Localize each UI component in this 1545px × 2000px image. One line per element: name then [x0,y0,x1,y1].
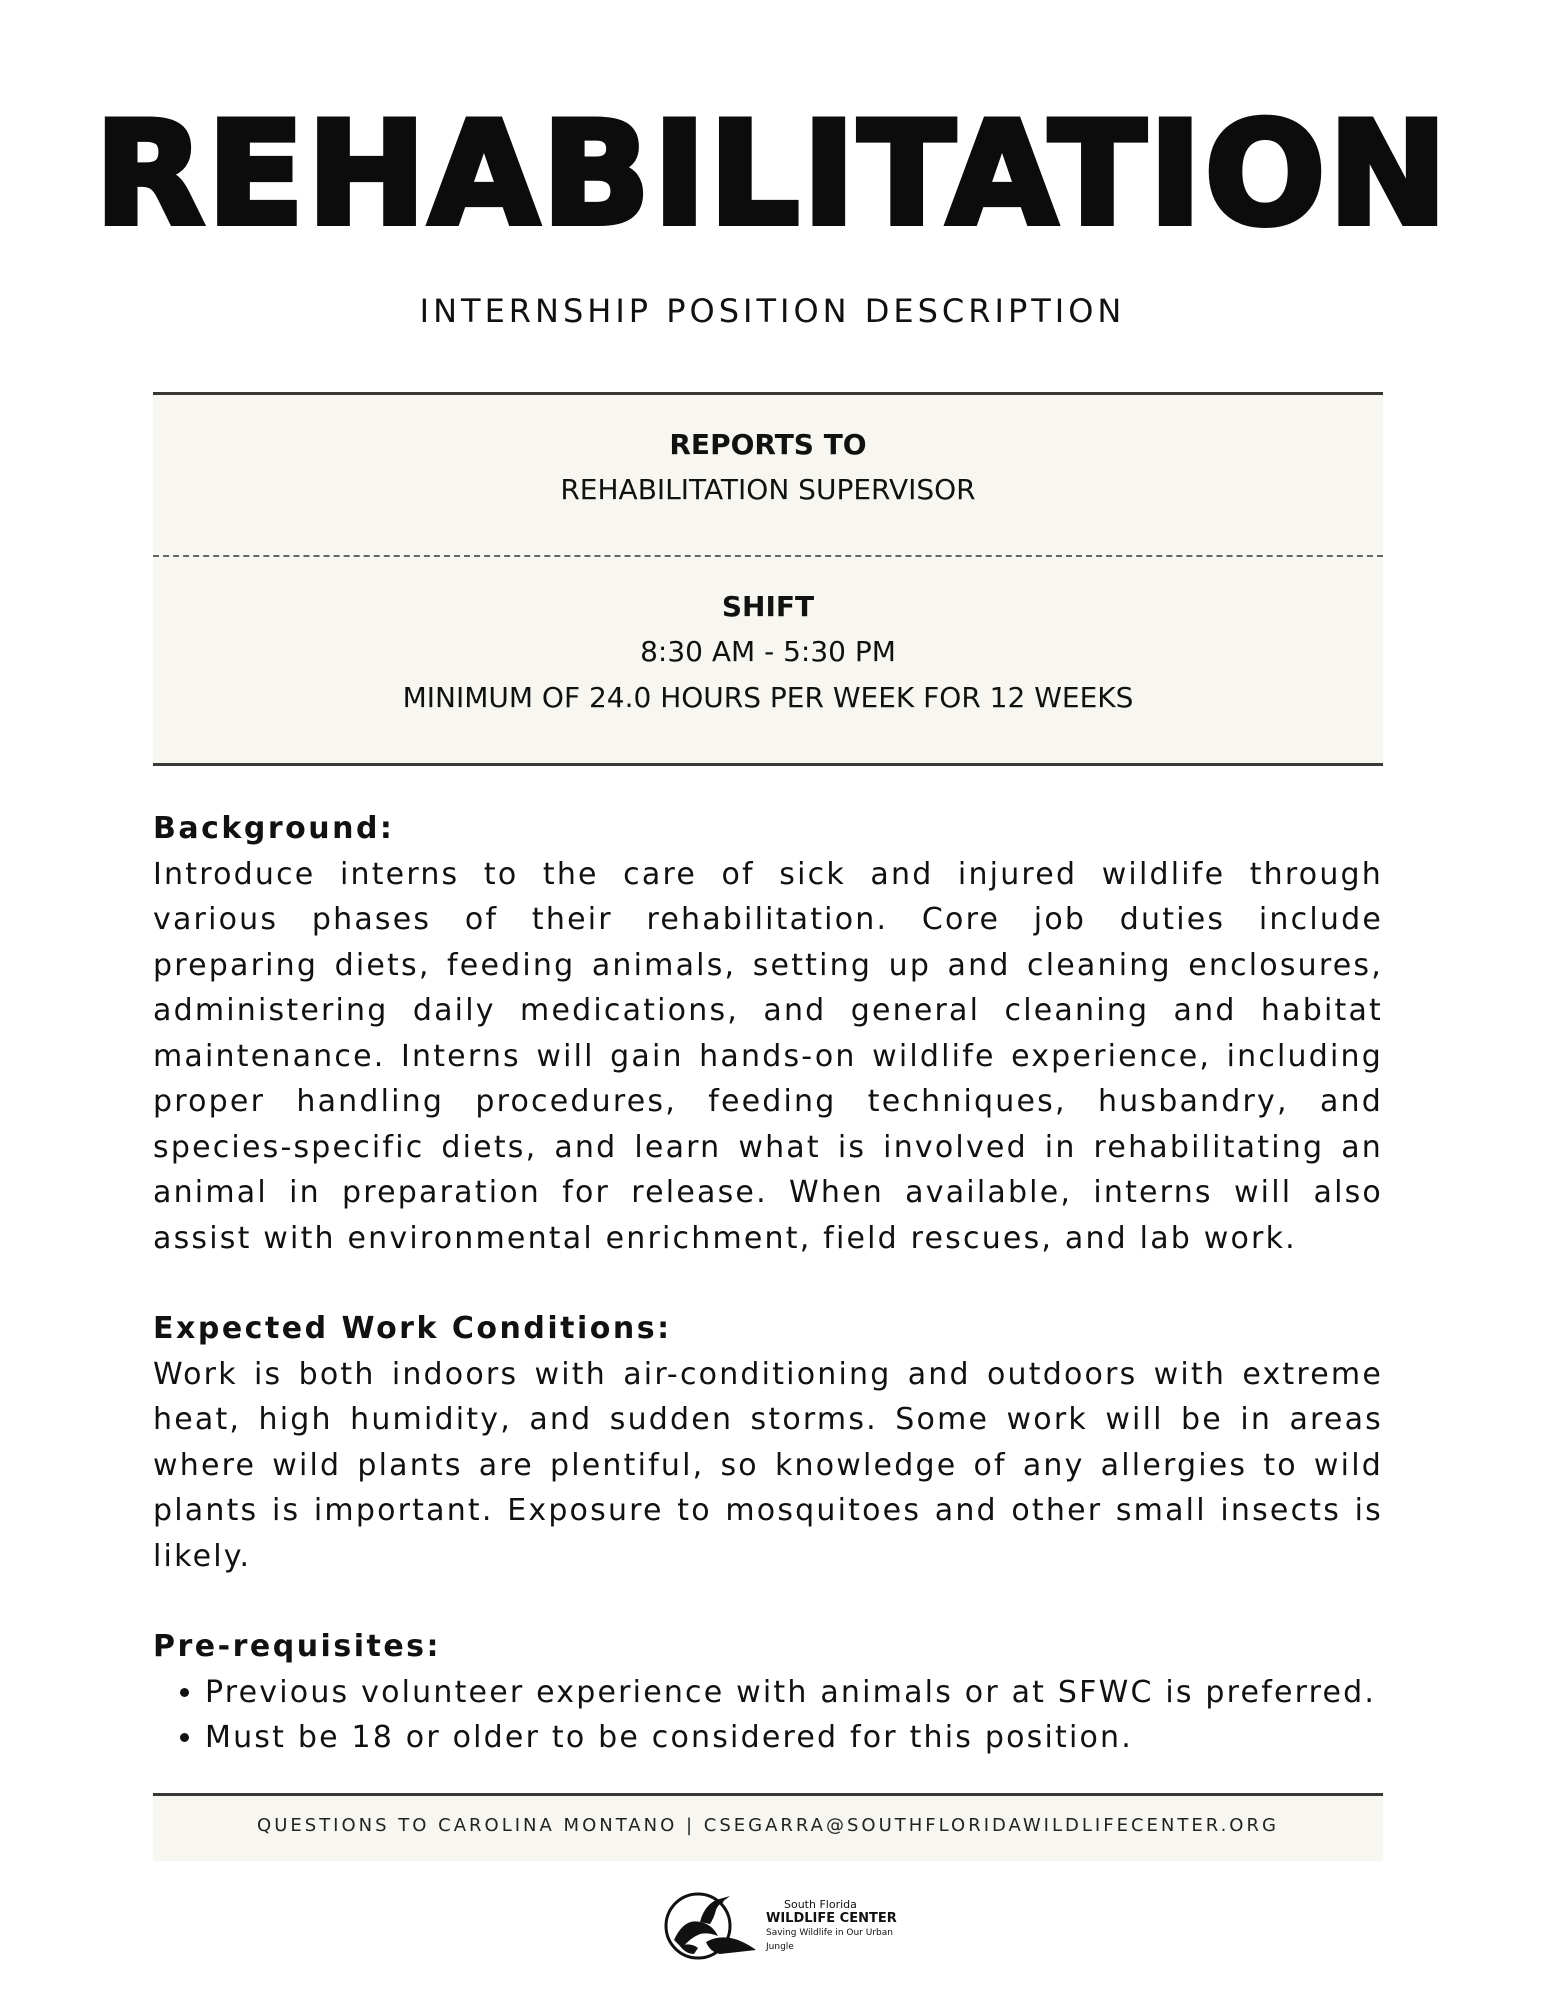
list-item: • Must be 18 or older to be considered for this position. [205,1715,1383,1761]
reports-to-value: REHABILITATION SUPERVISOR [560,473,976,506]
wildlife-logo-icon [660,1888,764,1960]
background-text: Introduce interns to the care of sick and injured wildlife through various phases of their rehabilitation. Core job duties include preparing diets, feeding animals, setting up and cleaning enclosures, administering daily medications, and general cleaning and habitat maintenance. Interns will gain hands-on wildlife experience, including proper handling procedures, feeding techniques, husbandry, and species-specific diets, and learn what is involved in rehabilitating an animal in preparation for release. When available, interns will also assist with environmental enrichment, field rescues, and lab work. [153,856,1383,1256]
list-item: • Previous volunteer experience with animals or at SFWC is preferred. [205,1670,1383,1716]
logo-line-2: WILDLIFE CENTER [766,1911,897,1926]
contact-footer: QUESTIONS TO CAROLINA MONTANO | CSEGARRA@SOUTHFLORIDAWILDLIFECENTER.ORG [153,1793,1383,1861]
section-spacer [153,1261,1383,1306]
dashed-divider [153,555,1383,557]
description-content [153,806,1383,1761]
page-subtitle: INTERNSHIP POSITION DESCRIPTION [419,292,1126,330]
reports-to-section [153,423,1383,513]
shift-minimum: MINIMUM OF 24.0 HOURS PER WEEK FOR 12 WEEKS [402,681,1134,714]
work-conditions-text: Work is both indoors with air-conditioning and outdoors with extreme heat, high humidity, and sudden storms. Some work will be in areas where wild plants are plentiful, so knowledge of any allergies to wild plants is important. Exposure to mosquitoes and other small insects is likely. [153,1356,1383,1574]
section-spacer [153,1579,1383,1624]
sfwc-logo [660,1888,900,1960]
shift-label: SHIFT [721,590,815,623]
prerequisites-heading: Pre-requisites: [153,1629,442,1664]
logo-line-1: South Florida [784,1898,857,1911]
background-heading: Background: [153,811,395,846]
work-conditions-heading: Expected Work Conditions: [153,1311,672,1346]
reports-to-label: REPORTS TO [669,428,867,461]
position-info-box [153,392,1383,766]
shift-section [153,585,1383,721]
shift-hours: 8:30 AM - 5:30 PM [640,635,896,668]
logo-text [766,1898,906,1954]
logo-tagline: Saving Wildlife in Our Urban Jungle [766,1928,893,1952]
page-title: REHABILITATION [94,92,1451,257]
prerequisites-list [153,1670,1383,1761]
